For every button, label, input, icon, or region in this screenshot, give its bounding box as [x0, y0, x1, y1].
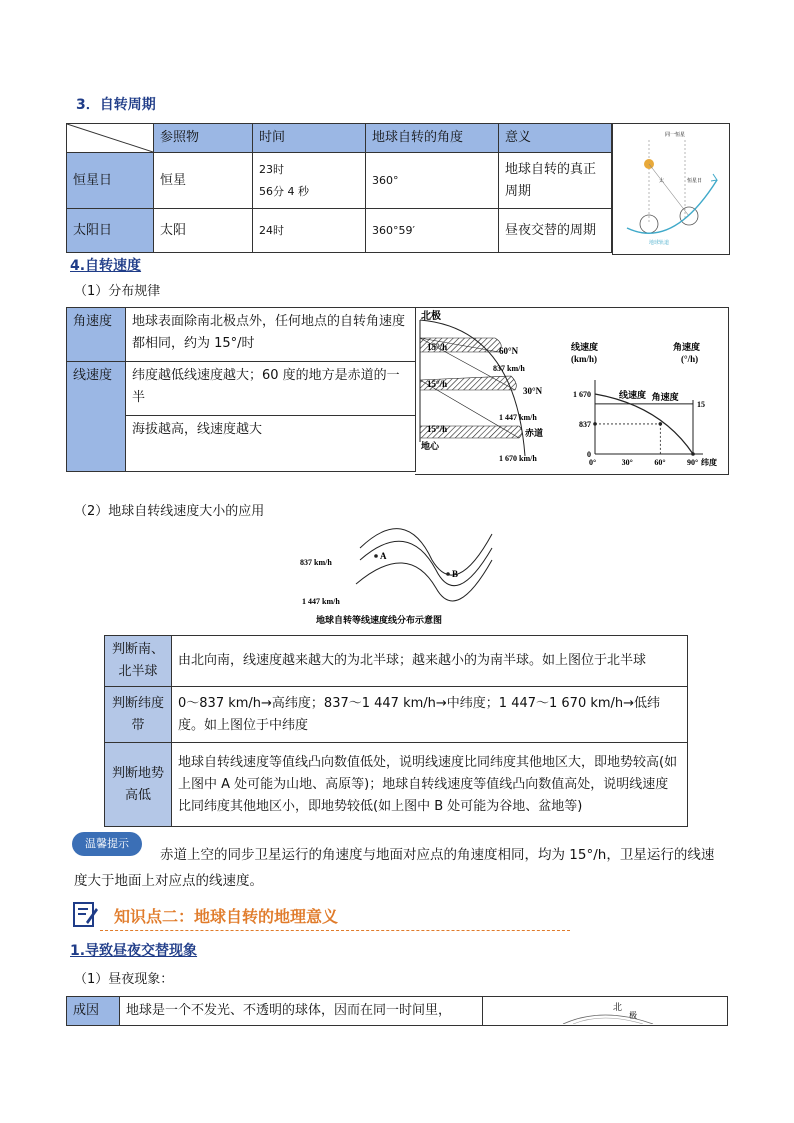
y-right-tick-label: 15 — [697, 399, 705, 409]
equator-label: 赤道 — [525, 428, 544, 438]
center-label: 地心 — [421, 441, 440, 451]
kp2-sub1: （1）昼夜现象： — [74, 972, 174, 987]
cell-ref: 太阳 — [154, 209, 253, 253]
point-837 — [593, 422, 597, 426]
cell-meaning: 昼夜交替的周期 — [499, 209, 612, 253]
day-night-table — [66, 996, 728, 1026]
point-90 — [691, 452, 695, 456]
series-label-angular: 角速度 — [651, 391, 679, 402]
tip-text: 赤道上空的同步卫星运行的角速度与地面对应点的角速度相同，均为 15°/h，卫星运行的线速度大于地面上对应点的线速度。 — [74, 847, 715, 889]
fig-sun-label: 太 — [659, 179, 665, 184]
point-b-label: B — [452, 569, 459, 579]
x-axis-label: 纬度 — [701, 458, 717, 467]
speed-latitude-chart — [565, 340, 728, 474]
row-text-linear: 纬度越低线速度越大；60 度的地方是赤道的一半 — [126, 362, 416, 416]
app-row-text-hemisphere: 由北向南，线速度越来越大的为北半球；越来越小的为南半球。如上图位于北半球 — [172, 636, 688, 687]
cell-time-line1: 23时 — [259, 162, 284, 176]
y-left-tick-label: 1 670 — [573, 390, 591, 399]
v1447-label: 1 447 km/h — [499, 413, 537, 422]
sec4-sub2: （2）地球自转线速度大小的应用 — [74, 504, 265, 519]
cell-time-line2: 56分 4 秒 — [259, 184, 309, 198]
point-b-marker — [446, 572, 450, 576]
iso-top-label: 837 km/h — [300, 558, 332, 567]
x-tick-label: 0° — [589, 458, 597, 467]
cell-time — [253, 153, 366, 209]
y-left-tick-label: 837 — [579, 419, 591, 429]
app-row-text-terrain: 地球自转线速度等值线凸向数值低处，说明线速度比同纬度其他地区大，即地势较高(如上图中 A 处可能为山地、高原等)；地球自转线速度等值线凸向数值高处，说明线速度比同纬度其他地区小，即地势较低(如上图中 B 处可能为谷地、盆地等) — [172, 743, 688, 827]
ylabel-left-2: (km/h) — [571, 354, 598, 364]
ang-label-1: 15°/h — [427, 342, 448, 352]
ang-label-2: 15°/h — [427, 379, 448, 389]
cell-ref: 恒星 — [154, 153, 253, 209]
header-time: 时间 — [253, 124, 366, 153]
sec4-sub1: （1）分布规律 — [74, 284, 161, 299]
kp2-heading: 1.导致昼夜交替现象 — [70, 943, 198, 959]
kp2-divider — [100, 930, 570, 931]
kp2-title: 知识点二：地球自转的地理意义 — [114, 907, 339, 926]
row-label-solar: 太阳日 — [67, 209, 154, 253]
sec4-heading: 4.自转速度 — [70, 258, 142, 274]
row-label-angular: 角速度 — [67, 308, 126, 362]
rotation-speed-table — [66, 307, 416, 472]
tip-badge: 温馨提示 — [72, 832, 142, 856]
speed-figure-box — [415, 307, 729, 475]
header-ref: 参照物 — [154, 124, 253, 153]
v837-label: 837 km/h — [493, 364, 525, 373]
header-angle: 地球自转的角度 — [366, 124, 499, 153]
ang-label-3: 15°/h — [427, 424, 448, 434]
point-60 — [659, 422, 663, 426]
app-row-text-latitude: 0～837 km/h→高纬度；837～1 447 km/h→中纬度；1 447～1 670 km/h→低纬度。如上图位于中纬度 — [172, 687, 688, 743]
x-tick-label: 90° — [687, 458, 699, 467]
row-text-altitude: 海拔越高，线速度越大 — [126, 416, 416, 472]
cause-text: 地球是一个不发光、不透明的球体，因而在同一时间里， — [120, 997, 483, 1026]
series-label-linear: 线速度 — [618, 389, 646, 400]
point-a-marker — [374, 554, 378, 558]
sec3-heading: 3．自转周期 — [76, 97, 156, 113]
fig-orbit-label: 地球轨道 — [649, 241, 670, 246]
y-left-tick-label: 0 — [587, 450, 591, 459]
row-label-sidereal: 恒星日 — [67, 153, 154, 209]
app-row-label-hemisphere: 判断南、北半球 — [105, 636, 172, 687]
fig-north-label: 北 — [613, 1002, 623, 1012]
cell-meaning: 地球自转的真正周期 — [499, 153, 612, 209]
cause-figure — [483, 997, 728, 1026]
x-tick-label: 60° — [654, 458, 666, 467]
diagonal-header-cell — [67, 124, 154, 153]
fig-star-col: 恒星日 — [687, 179, 703, 184]
application-table — [104, 635, 688, 827]
cause-label: 成因 — [67, 997, 120, 1026]
kp2-icon — [72, 900, 98, 928]
cell-angle: 360° — [366, 153, 499, 209]
ylabel-right-2: (°/h) — [681, 354, 699, 364]
x-tick-label: 30° — [621, 458, 633, 467]
row-label-linear: 线速度 — [67, 362, 126, 472]
v1670-label: 1 670 km/h — [499, 454, 537, 463]
header-meaning: 意义 — [499, 124, 612, 153]
cell-time: 24时 — [253, 209, 366, 253]
rotation-period-table — [66, 123, 612, 253]
lat60-label: 60°N — [499, 346, 519, 356]
fig-pole-label: 极 — [629, 1011, 637, 1020]
ylabel-right-1: 角速度 — [673, 342, 701, 352]
sidereal-day-figure — [612, 123, 730, 255]
row-text-angular: 地球表面除南北极点外，任何地点的自转角速度都相同，约为 15°/时 — [126, 308, 416, 362]
point-a-label: A — [380, 551, 387, 561]
lat30-label: 30°N — [523, 386, 543, 396]
fig-top-label: 同一恒星 — [665, 133, 686, 138]
iso-caption: 地球自转等线速度线分布示意图 — [316, 615, 443, 625]
iso-bottom-label: 1 447 km/h — [302, 597, 340, 606]
app-row-label-terrain: 判断地势高低 — [105, 743, 172, 827]
ylabel-left-1: 线速度 — [571, 342, 599, 352]
app-row-label-latitude: 判断纬度带 — [105, 687, 172, 743]
north-pole-label: 北极 — [421, 311, 441, 322]
isoline-figure — [296, 520, 506, 630]
cell-angle: 360°59′ — [366, 209, 499, 253]
